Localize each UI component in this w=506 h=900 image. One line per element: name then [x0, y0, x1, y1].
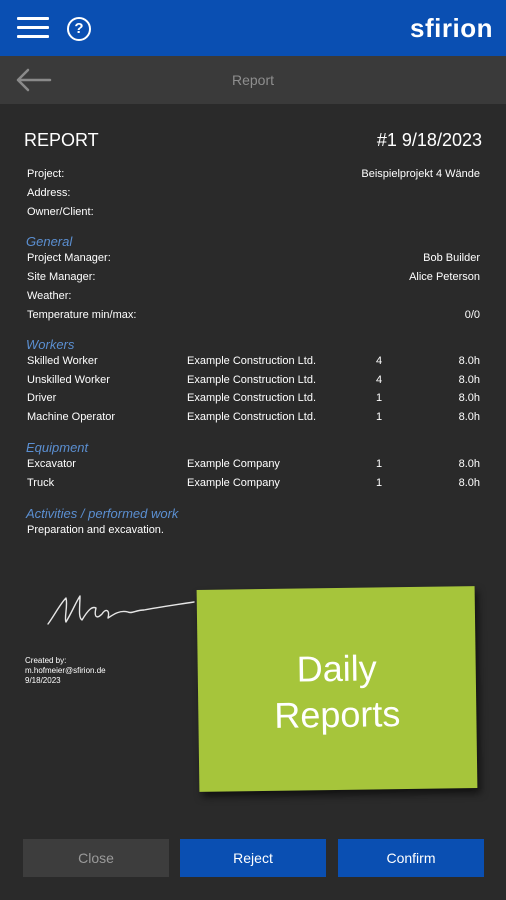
owner-label: Owner/Client:	[27, 206, 94, 218]
page-title: Report	[231, 72, 275, 88]
activities-row	[27, 524, 480, 538]
activities-section-title: Activities / performed work	[26, 506, 179, 521]
top-app-bar	[0, 0, 506, 56]
navigation-bar	[0, 56, 506, 104]
reject-button[interactable]: Reject	[180, 839, 326, 877]
owner-row	[27, 206, 480, 220]
activities-text: Preparation and excavation.	[27, 524, 164, 536]
project-value: Beispielprojekt 4 Wände	[361, 168, 480, 180]
site-manager-label: Site Manager:	[27, 271, 96, 283]
temperature-row	[27, 309, 480, 323]
equipment-count: 1	[376, 458, 383, 470]
daily-reports-sticky-note	[197, 586, 478, 792]
project-row	[27, 168, 480, 182]
project-label: Project:	[27, 168, 65, 180]
sticky-line-1: Daily	[296, 647, 377, 690]
menu-icon[interactable]	[17, 17, 49, 41]
worker-hours: 8.0h	[458, 374, 480, 386]
table-row	[27, 392, 480, 406]
address-row	[27, 187, 480, 201]
worker-count: 4	[376, 374, 383, 386]
created-by-email: m.hofmeier@sfirion.de	[25, 666, 106, 675]
created-by-block	[25, 656, 106, 686]
site-manager-value: Alice Peterson	[409, 271, 480, 283]
temperature-label: Temperature min/max:	[27, 309, 137, 321]
worker-company: Example Construction Ltd.	[187, 374, 317, 386]
project-manager-label: Project Manager:	[27, 252, 111, 264]
app-logo: sfirion	[410, 13, 493, 43]
signature-image	[44, 588, 204, 634]
equipment-item: Excavator	[27, 458, 76, 470]
confirm-button[interactable]: Confirm	[338, 839, 484, 877]
worker-count: 1	[376, 392, 383, 404]
worker-company: Example Construction Ltd.	[187, 355, 317, 367]
table-row	[27, 374, 480, 388]
equipment-item: Truck	[27, 477, 55, 489]
created-date: 9/18/2023	[25, 676, 61, 685]
equipment-company: Example Company	[187, 458, 280, 470]
site-manager-row	[27, 271, 480, 285]
equipment-company: Example Company	[187, 477, 280, 489]
created-by-label: Created by:	[25, 656, 67, 665]
address-label: Address:	[27, 187, 71, 199]
worker-count: 1	[376, 411, 383, 423]
table-row	[27, 355, 480, 369]
equipment-hours: 8.0h	[458, 477, 480, 489]
table-row	[27, 458, 480, 472]
close-button[interactable]: Close	[23, 839, 169, 877]
sticky-line-2: Reports	[274, 693, 401, 736]
equipment-count: 1	[376, 477, 383, 489]
workers-section-title: Workers	[26, 337, 75, 352]
weather-row	[27, 290, 480, 304]
worker-company: Example Construction Ltd.	[187, 392, 317, 404]
worker-hours: 8.0h	[458, 411, 480, 423]
sticky-note-text	[197, 644, 476, 740]
worker-count: 4	[376, 355, 383, 367]
report-heading: REPORT	[24, 130, 99, 150]
equipment-section-title: Equipment	[26, 440, 89, 455]
general-section-title: General	[26, 234, 73, 249]
project-manager-row	[27, 252, 480, 266]
table-row	[27, 477, 480, 491]
table-row	[27, 411, 480, 425]
worker-role: Machine Operator	[27, 411, 116, 423]
weather-label: Weather:	[27, 290, 72, 302]
temperature-value: 0/0	[464, 309, 480, 321]
worker-role: Unskilled Worker	[27, 374, 110, 386]
worker-hours: 8.0h	[458, 355, 480, 367]
project-manager-value: Bob Builder	[423, 252, 480, 264]
worker-role: Skilled Worker	[27, 355, 98, 367]
help-icon[interactable]: ?	[67, 17, 91, 41]
equipment-hours: 8.0h	[458, 458, 480, 470]
worker-hours: 8.0h	[458, 392, 480, 404]
worker-role: Driver	[27, 392, 57, 404]
worker-company: Example Construction Ltd.	[187, 411, 317, 423]
report-number-date: #1 9/18/2023	[376, 130, 482, 150]
